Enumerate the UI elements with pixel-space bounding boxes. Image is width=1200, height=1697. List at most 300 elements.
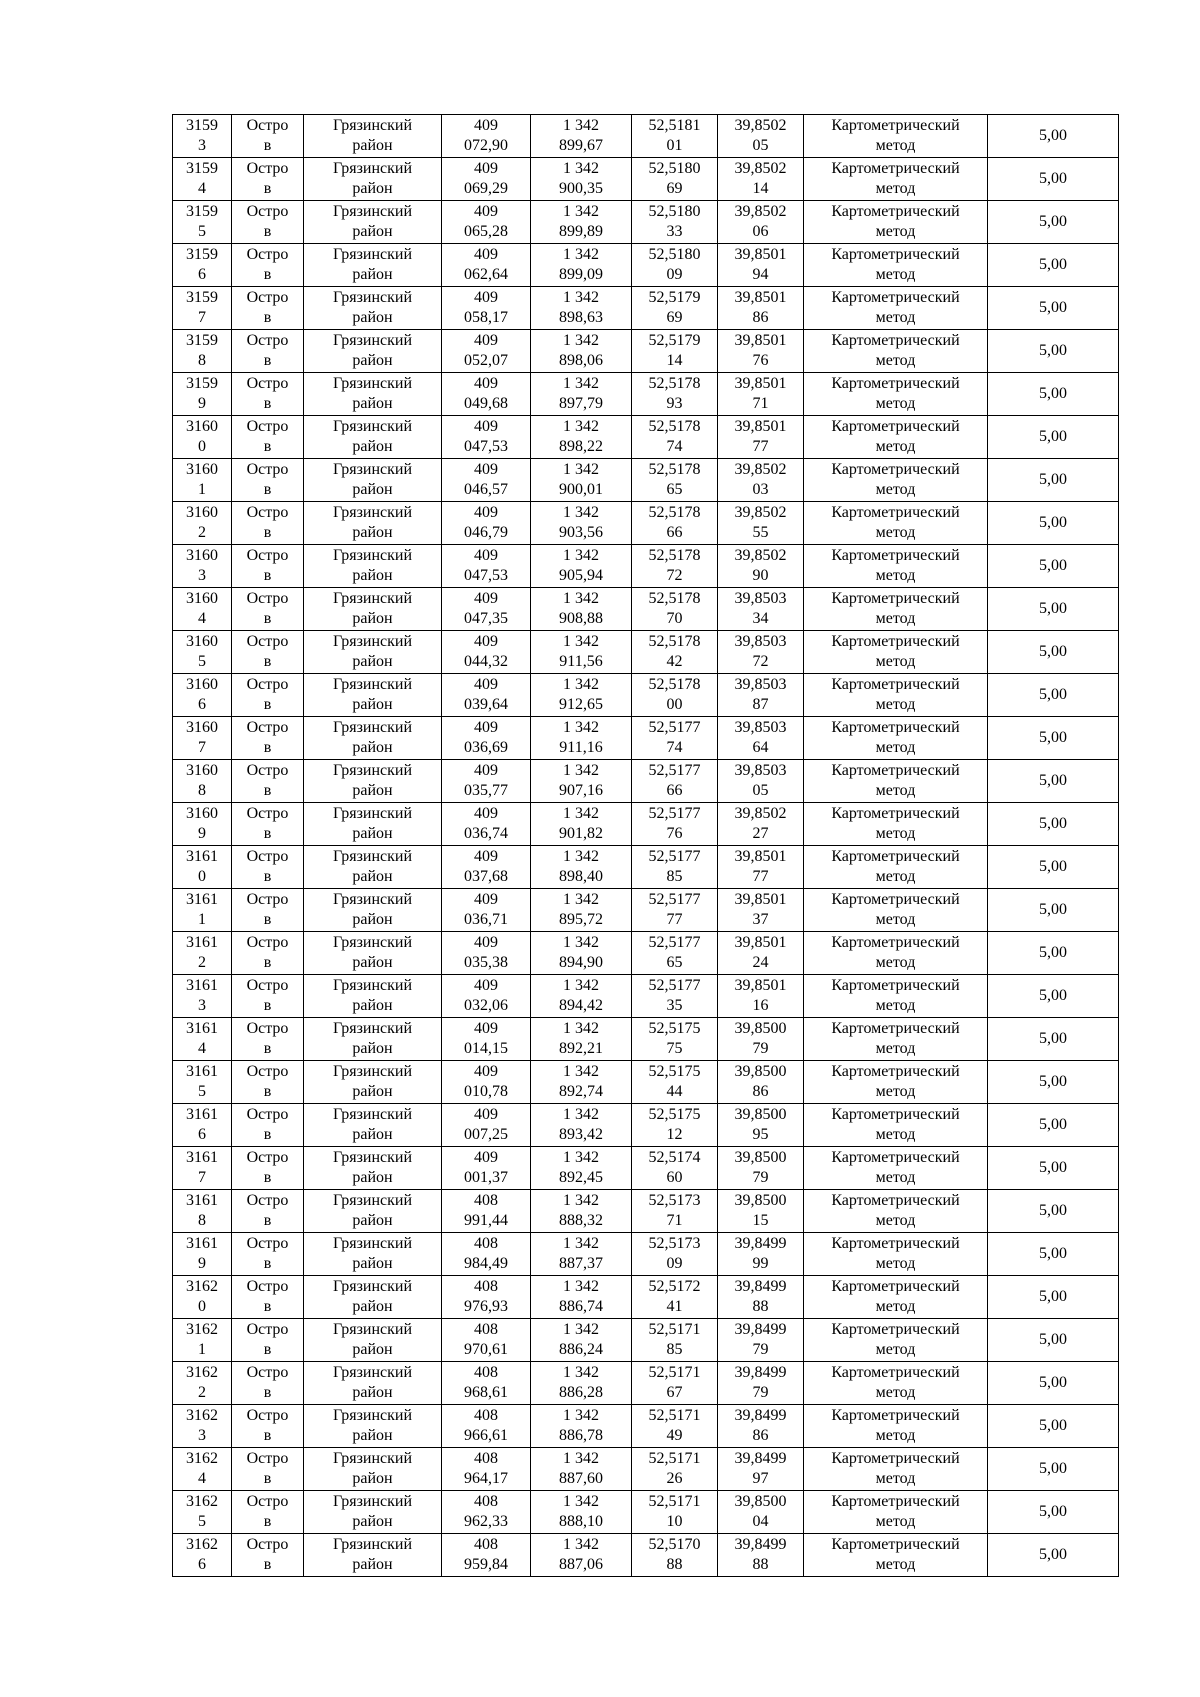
longitude-cell [718, 287, 804, 330]
x-coordinate-cell-line: 065,28 [464, 223, 508, 240]
object-type-cell-line: в [263, 782, 272, 799]
point-number-cell-line: 3162 [186, 1536, 218, 1553]
district-cell-line: Грязинский [332, 1364, 413, 1381]
district-cell [304, 889, 442, 932]
latitude-cell-line: 69 [666, 180, 683, 197]
longitude-cell [718, 416, 804, 459]
method-cell-line: Картометрический [831, 934, 960, 951]
latitude-cell [632, 287, 718, 330]
district-cell-line: Грязинский [332, 375, 413, 392]
district-cell-line: Грязинский [332, 418, 413, 435]
object-type-cell [232, 287, 304, 330]
table-row [173, 373, 1119, 416]
latitude-cell [632, 975, 718, 1018]
object-type-cell-line: Остро [246, 375, 289, 392]
longitude-cell [718, 244, 804, 287]
district-cell [304, 1534, 442, 1577]
method-cell-line: метод [875, 610, 916, 627]
object-type-cell-line: в [263, 739, 272, 756]
point-number-cell [173, 1362, 232, 1405]
error-cell: 5,00 [988, 1018, 1119, 1061]
x-coordinate-cell-line: 047,53 [464, 438, 508, 455]
latitude-cell-line: 09 [666, 266, 683, 283]
point-number-cell [173, 846, 232, 889]
table-row [173, 201, 1119, 244]
y-coordinate-cell [531, 115, 632, 158]
object-type-cell-line: в [263, 309, 272, 326]
x-coordinate-cell-line: 959,84 [464, 1556, 508, 1573]
latitude-cell [632, 588, 718, 631]
y-coordinate-cell-line: 912,65 [559, 696, 603, 713]
method-cell [804, 115, 988, 158]
longitude-cell [718, 1534, 804, 1577]
point-number-cell [173, 1104, 232, 1147]
district-cell-line: район [352, 739, 393, 756]
y-coordinate-cell [531, 244, 632, 287]
point-number-cell-line: 1 [198, 1341, 206, 1358]
x-coordinate-cell-line: 036,69 [464, 739, 508, 756]
point-number-cell-line: 0 [198, 438, 206, 455]
table-row [173, 588, 1119, 631]
y-coordinate-cell-line: 888,10 [559, 1513, 603, 1530]
district-cell-line: район [352, 868, 393, 885]
x-coordinate-cell [442, 1147, 531, 1190]
point-number-cell-line: 8 [198, 352, 206, 369]
latitude-cell-line: 01 [666, 137, 683, 154]
longitude-cell [718, 1190, 804, 1233]
x-coordinate-cell [442, 846, 531, 889]
x-coordinate-cell-line: 069,29 [464, 180, 508, 197]
object-type-cell-line: Остро [246, 1493, 289, 1510]
x-coordinate-cell [442, 1233, 531, 1276]
x-coordinate-cell-line: 409 [474, 719, 498, 736]
y-coordinate-cell-line: 892,21 [559, 1040, 603, 1057]
method-cell-line: Картометрический [831, 1450, 960, 1467]
x-coordinate-cell [442, 1405, 531, 1448]
latitude-cell-line: 85 [666, 868, 683, 885]
y-coordinate-cell [531, 459, 632, 502]
district-cell [304, 115, 442, 158]
method-cell [804, 459, 988, 502]
point-number-cell-line: 7 [198, 739, 206, 756]
point-number-cell [173, 1534, 232, 1577]
point-number-cell [173, 889, 232, 932]
object-type-cell-line: Остро [246, 289, 289, 306]
x-coordinate-cell [442, 760, 531, 803]
district-cell-line: Грязинский [332, 762, 413, 779]
method-cell-line: метод [875, 137, 916, 154]
latitude-cell-line: 52,5177 [648, 891, 701, 908]
longitude-cell-line: 39,8501 [734, 891, 787, 908]
y-coordinate-cell [531, 1491, 632, 1534]
latitude-cell [632, 1405, 718, 1448]
x-coordinate-cell-line: 409 [474, 418, 498, 435]
longitude-cell-line: 39,8503 [734, 676, 787, 693]
object-type-cell-line: в [263, 1384, 272, 1401]
district-cell [304, 1405, 442, 1448]
district-cell-line: район [352, 180, 393, 197]
object-type-cell-line: в [263, 825, 272, 842]
object-type-cell [232, 1319, 304, 1362]
method-cell-line: Картометрический [831, 891, 960, 908]
y-coordinate-cell-line: 1 342 [563, 332, 599, 349]
y-coordinate-cell-line: 1 342 [563, 762, 599, 779]
district-cell-line: Грязинский [332, 1235, 413, 1252]
longitude-cell-line: 88 [752, 1556, 769, 1573]
y-coordinate-cell-line: 892,74 [559, 1083, 603, 1100]
object-type-cell-line: Остро [246, 203, 289, 220]
x-coordinate-cell-line: 409 [474, 977, 498, 994]
method-cell [804, 373, 988, 416]
y-coordinate-cell-line: 1 342 [563, 547, 599, 564]
object-type-cell-line: в [263, 137, 272, 154]
point-number-cell-line: 3 [198, 997, 206, 1014]
district-cell-line: район [352, 1427, 393, 1444]
longitude-cell-line: 39,8502 [734, 160, 787, 177]
point-number-cell-line: 3161 [186, 1106, 218, 1123]
object-type-cell-line: в [263, 954, 272, 971]
longitude-cell-line: 39,8503 [734, 633, 787, 650]
point-number-cell-line: 3159 [186, 375, 218, 392]
latitude-cell [632, 1018, 718, 1061]
object-type-cell-line: в [263, 610, 272, 627]
district-cell-line: район [352, 567, 393, 584]
x-coordinate-cell-line: 035,77 [464, 782, 508, 799]
y-coordinate-cell-line: 1 342 [563, 504, 599, 521]
object-type-cell-line: Остро [246, 1106, 289, 1123]
longitude-cell-line: 90 [752, 567, 769, 584]
x-coordinate-cell-line: 052,07 [464, 352, 508, 369]
point-number-cell-line: 3159 [186, 203, 218, 220]
x-coordinate-cell-line: 964,17 [464, 1470, 508, 1487]
point-number-cell-line: 3162 [186, 1321, 218, 1338]
district-cell [304, 545, 442, 588]
latitude-cell-line: 74 [666, 438, 683, 455]
error-cell: 5,00 [988, 631, 1119, 674]
object-type-cell-line: Остро [246, 1149, 289, 1166]
latitude-cell [632, 1233, 718, 1276]
y-coordinate-cell-line: 1 342 [563, 934, 599, 951]
method-cell-line: Картометрический [831, 1020, 960, 1037]
longitude-cell [718, 588, 804, 631]
point-number-cell-line: 3160 [186, 547, 218, 564]
longitude-cell-line: 94 [752, 266, 769, 283]
latitude-cell-line: 52,5175 [648, 1106, 701, 1123]
object-type-cell [232, 1491, 304, 1534]
longitude-cell-line: 76 [752, 352, 769, 369]
x-coordinate-cell [442, 803, 531, 846]
point-number-cell-line: 3161 [186, 1020, 218, 1037]
object-type-cell-line: в [263, 1427, 272, 1444]
y-coordinate-cell-line: 898,63 [559, 309, 603, 326]
longitude-cell-line: 71 [752, 395, 769, 412]
district-cell-line: Грязинский [332, 1407, 413, 1424]
point-number-cell-line: 3160 [186, 719, 218, 736]
latitude-cell [632, 158, 718, 201]
point-number-cell-line: 3161 [186, 1235, 218, 1252]
table-row [173, 1018, 1119, 1061]
x-coordinate-cell [442, 244, 531, 287]
method-cell [804, 1018, 988, 1061]
latitude-cell-line: 69 [666, 309, 683, 326]
latitude-cell-line: 52,5179 [648, 289, 701, 306]
longitude-cell-line: 03 [752, 481, 769, 498]
district-cell-line: район [352, 653, 393, 670]
latitude-cell-line: 52,5175 [648, 1020, 701, 1037]
longitude-cell [718, 803, 804, 846]
longitude-cell [718, 1018, 804, 1061]
point-number-cell-line: 3160 [186, 590, 218, 607]
district-cell [304, 1190, 442, 1233]
object-type-cell [232, 975, 304, 1018]
latitude-cell [632, 330, 718, 373]
x-coordinate-cell [442, 1491, 531, 1534]
error-cell: 5,00 [988, 1190, 1119, 1233]
method-cell-line: метод [875, 1083, 916, 1100]
object-type-cell-line: в [263, 1513, 272, 1530]
x-coordinate-cell-line: 046,79 [464, 524, 508, 541]
longitude-cell-line: 39,8503 [734, 762, 787, 779]
district-cell [304, 760, 442, 803]
x-coordinate-cell [442, 115, 531, 158]
y-coordinate-cell-line: 887,60 [559, 1470, 603, 1487]
x-coordinate-cell-line: 036,74 [464, 825, 508, 842]
x-coordinate-cell-line: 408 [474, 1407, 498, 1424]
object-type-cell-line: Остро [246, 1192, 289, 1209]
longitude-cell-line: 39,8499 [734, 1364, 787, 1381]
point-number-cell [173, 158, 232, 201]
x-coordinate-cell-line: 408 [474, 1364, 498, 1381]
error-cell: 5,00 [988, 1276, 1119, 1319]
point-number-cell-line: 5 [198, 1513, 206, 1530]
y-coordinate-cell-line: 1 342 [563, 676, 599, 693]
x-coordinate-cell [442, 674, 531, 717]
x-coordinate-cell-line: 962,33 [464, 1513, 508, 1530]
y-coordinate-cell-line: 1 342 [563, 117, 599, 134]
method-cell [804, 502, 988, 545]
longitude-cell [718, 975, 804, 1018]
method-cell-line: метод [875, 653, 916, 670]
latitude-cell-line: 09 [666, 1255, 683, 1272]
latitude-cell [632, 373, 718, 416]
longitude-cell-line: 39,8501 [734, 418, 787, 435]
object-type-cell-line: в [263, 1083, 272, 1100]
table-row [173, 1448, 1119, 1491]
point-number-cell [173, 1233, 232, 1276]
object-type-cell-line: Остро [246, 762, 289, 779]
district-cell-line: Грязинский [332, 1149, 413, 1166]
point-number-cell-line: 3159 [186, 160, 218, 177]
district-cell-line: район [352, 1212, 393, 1229]
x-coordinate-cell [442, 373, 531, 416]
x-coordinate-cell-line: 409 [474, 246, 498, 263]
method-cell-line: Картометрический [831, 848, 960, 865]
error-cell: 5,00 [988, 1448, 1119, 1491]
point-number-cell [173, 1018, 232, 1061]
point-number-cell-line: 3 [198, 137, 206, 154]
district-cell-line: Грязинский [332, 1536, 413, 1553]
longitude-cell [718, 1233, 804, 1276]
table-row [173, 1061, 1119, 1104]
latitude-cell-line: 52,5178 [648, 676, 701, 693]
x-coordinate-cell [442, 287, 531, 330]
x-coordinate-cell-line: 408 [474, 1450, 498, 1467]
object-type-cell [232, 1061, 304, 1104]
district-cell-line: Грязинский [332, 461, 413, 478]
longitude-cell-line: 39,8499 [734, 1450, 787, 1467]
method-cell [804, 1491, 988, 1534]
longitude-cell-line: 86 [752, 309, 769, 326]
y-coordinate-cell-line: 905,94 [559, 567, 603, 584]
y-coordinate-cell-line: 886,78 [559, 1427, 603, 1444]
object-type-cell-line: в [263, 180, 272, 197]
method-cell-line: метод [875, 223, 916, 240]
object-type-cell [232, 158, 304, 201]
latitude-cell-line: 52,5177 [648, 762, 701, 779]
method-cell [804, 1190, 988, 1233]
object-type-cell-line: Остро [246, 1321, 289, 1338]
y-coordinate-cell [531, 330, 632, 373]
latitude-cell-line: 74 [666, 739, 683, 756]
object-type-cell-line: в [263, 1126, 272, 1143]
table-row [173, 1405, 1119, 1448]
method-cell-line: Картометрический [831, 1364, 960, 1381]
latitude-cell [632, 760, 718, 803]
longitude-cell-line: 15 [752, 1212, 769, 1229]
longitude-cell [718, 1276, 804, 1319]
method-cell-line: метод [875, 352, 916, 369]
method-cell-line: метод [875, 1384, 916, 1401]
latitude-cell-line: 14 [666, 352, 683, 369]
method-cell-line: метод [875, 739, 916, 756]
x-coordinate-cell-line: 010,78 [464, 1083, 508, 1100]
error-cell: 5,00 [988, 1491, 1119, 1534]
method-cell [804, 846, 988, 889]
method-cell-line: метод [875, 1126, 916, 1143]
table-row [173, 1190, 1119, 1233]
method-cell [804, 717, 988, 760]
point-number-cell-line: 3161 [186, 848, 218, 865]
object-type-cell-line: в [263, 911, 272, 928]
y-coordinate-cell-line: 899,09 [559, 266, 603, 283]
error-cell: 5,00 [988, 760, 1119, 803]
method-cell-line: Картометрический [831, 332, 960, 349]
district-cell [304, 1491, 442, 1534]
table-row [173, 244, 1119, 287]
x-coordinate-cell-line: 409 [474, 375, 498, 392]
object-type-cell [232, 330, 304, 373]
longitude-cell-line: 39,8499 [734, 1235, 787, 1252]
error-cell: 5,00 [988, 244, 1119, 287]
district-cell-line: Грязинский [332, 246, 413, 263]
longitude-cell-line: 39,8500 [734, 1063, 787, 1080]
latitude-cell-line: 52,5175 [648, 1063, 701, 1080]
error-cell: 5,00 [988, 416, 1119, 459]
object-type-cell-line: Остро [246, 590, 289, 607]
x-coordinate-cell [442, 889, 531, 932]
district-cell [304, 1276, 442, 1319]
object-type-cell-line: Остро [246, 633, 289, 650]
longitude-cell-line: 24 [752, 954, 769, 971]
x-coordinate-cell-line: 409 [474, 891, 498, 908]
x-coordinate-cell-line: 047,35 [464, 610, 508, 627]
point-number-cell-line: 1 [198, 911, 206, 928]
x-coordinate-cell-line: 039,64 [464, 696, 508, 713]
x-coordinate-cell-line: 409 [474, 504, 498, 521]
longitude-cell-line: 39,8499 [734, 1536, 787, 1553]
district-cell-line: район [352, 696, 393, 713]
district-cell-line: район [352, 1126, 393, 1143]
latitude-cell-line: 77 [666, 911, 683, 928]
method-cell-line: метод [875, 1298, 916, 1315]
x-coordinate-cell-line: 408 [474, 1321, 498, 1338]
district-cell-line: район [352, 1341, 393, 1358]
latitude-cell [632, 1448, 718, 1491]
method-cell-line: Картометрический [831, 1278, 960, 1295]
district-cell-line: район [352, 1470, 393, 1487]
point-number-cell-line: 3162 [186, 1364, 218, 1381]
table-row [173, 416, 1119, 459]
error-cell: 5,00 [988, 1061, 1119, 1104]
latitude-cell [632, 631, 718, 674]
x-coordinate-cell-line: 409 [474, 676, 498, 693]
district-cell-line: район [352, 309, 393, 326]
y-coordinate-cell-line: 886,24 [559, 1341, 603, 1358]
object-type-cell [232, 545, 304, 588]
point-number-cell [173, 932, 232, 975]
y-coordinate-cell [531, 373, 632, 416]
y-coordinate-cell-line: 894,42 [559, 997, 603, 1014]
latitude-cell-line: 44 [666, 1083, 683, 1100]
point-number-cell-line: 5 [198, 1083, 206, 1100]
district-cell-line: район [352, 1255, 393, 1272]
y-coordinate-cell-line: 1 342 [563, 418, 599, 435]
method-cell-line: Картометрический [831, 805, 960, 822]
longitude-cell [718, 889, 804, 932]
longitude-cell-line: 39,8499 [734, 1321, 787, 1338]
y-coordinate-cell-line: 911,56 [559, 653, 603, 670]
x-coordinate-cell-line: 409 [474, 332, 498, 349]
point-number-cell [173, 975, 232, 1018]
y-coordinate-cell [531, 1448, 632, 1491]
longitude-cell-line: 39,8501 [734, 375, 787, 392]
object-type-cell-line: Остро [246, 1450, 289, 1467]
object-type-cell-line: в [263, 1470, 272, 1487]
y-coordinate-cell-line: 1 342 [563, 1364, 599, 1381]
district-cell [304, 1233, 442, 1276]
y-coordinate-cell-line: 886,74 [559, 1298, 603, 1315]
y-coordinate-cell-line: 1 342 [563, 848, 599, 865]
latitude-cell-line: 52,5171 [648, 1407, 701, 1424]
latitude-cell-line: 65 [666, 481, 683, 498]
district-cell [304, 287, 442, 330]
x-coordinate-cell-line: 409 [474, 805, 498, 822]
longitude-cell-line: 39,8501 [734, 848, 787, 865]
method-cell-line: метод [875, 782, 916, 799]
y-coordinate-cell-line: 898,40 [559, 868, 603, 885]
x-coordinate-cell-line: 409 [474, 633, 498, 650]
object-type-cell-line: в [263, 1255, 272, 1272]
district-cell-line: Грязинский [332, 977, 413, 994]
longitude-cell-line: 16 [752, 997, 769, 1014]
latitude-cell-line: 65 [666, 954, 683, 971]
point-number-cell-line: 5 [198, 653, 206, 670]
method-cell-line: Картометрический [831, 1536, 960, 1553]
district-cell-line: Грязинский [332, 805, 413, 822]
longitude-cell-line: 05 [752, 137, 769, 154]
district-cell [304, 588, 442, 631]
method-cell-line: метод [875, 1470, 916, 1487]
